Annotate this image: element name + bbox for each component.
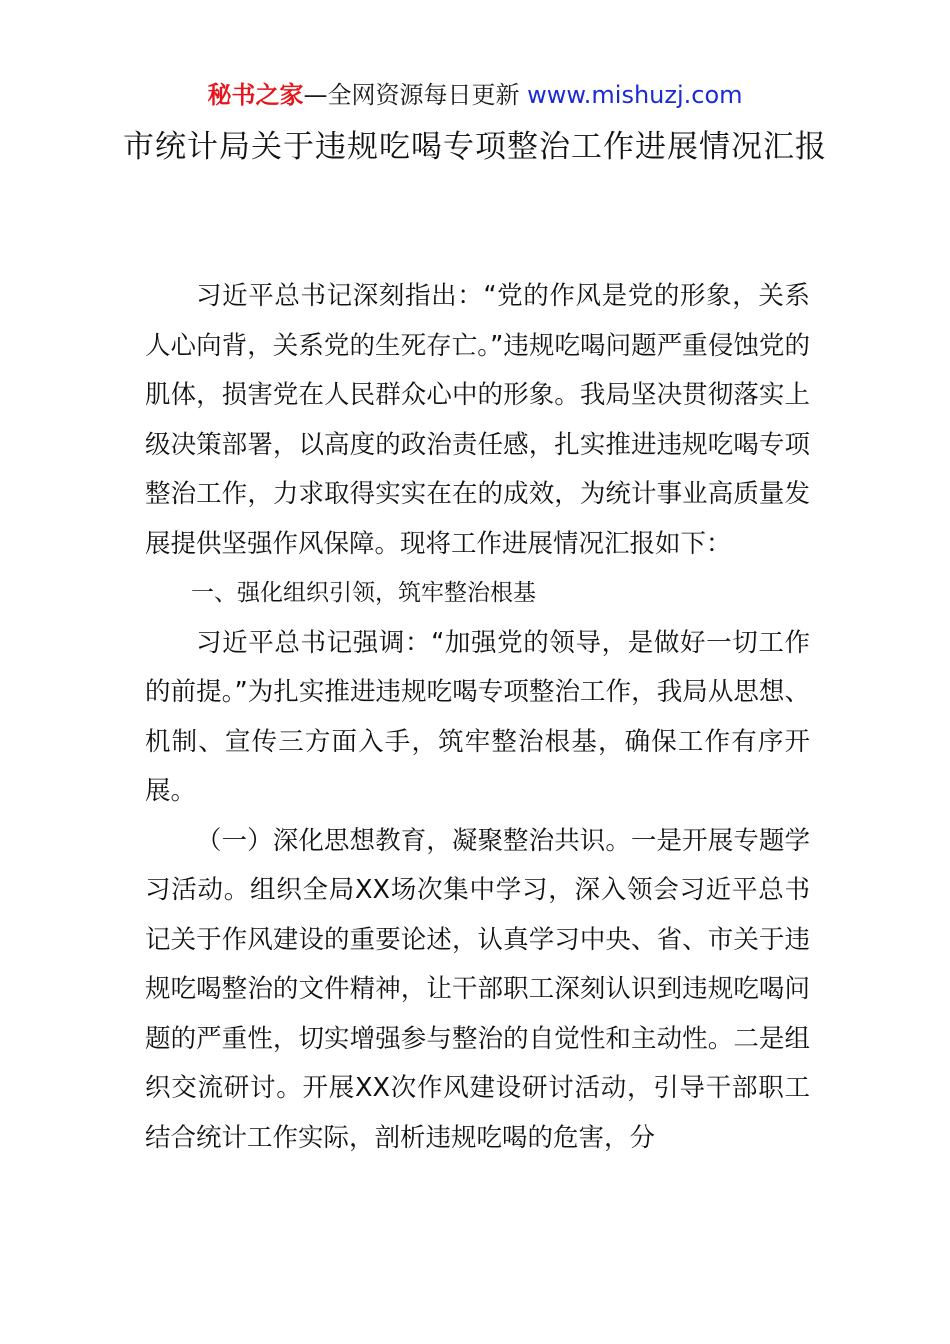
site-header	[0, 78, 950, 112]
document-body	[145, 272, 810, 1163]
paragraph-subsection-1: （一）深化思想教育，凝聚整治共识。一是开展专题学习活动。组织全局XX场次集中学习，深入领会习近平总书记关于作风建设的重要论述，认真学习中央、省、市关于违规吃喝整治的文件精神，让干部职工深刻认识到违规吃喝问题的严重性，切实增强参与整治的自觉性和主动性。二是组织交流研讨。开展XX次作风建设研讨活动，引导干部职工结合统计工作实际，剖析违规吃喝的危害，分	[145, 825, 810, 1153]
document-title: 市统计局关于违规吃喝专项整治工作进展情况汇报	[123, 129, 827, 165]
section-heading-1: 一、强化组织引领，筑牢整治根基	[191, 580, 536, 606]
brand-name: 秘书之家	[207, 81, 304, 109]
paragraph-intro: 习近平总书记深刻指出：“党的作风是党的形象，关系人心向背，关系党的生死存亡。”违规吃喝问题严重侵蚀党的肌体，损害党在人民群众心中的形象。我局坚决贯彻落实上级决策部署，以高度的政治责任感，扎实推进违规吃喝专项整治工作，力求取得实实在在的成效，为统计事业高质量发展提供坚强作风保障。现将工作进展情况汇报如下：	[145, 281, 810, 559]
site-url-link[interactable]: www.mishuzj.com	[527, 81, 743, 109]
header-tagline: —全网资源每日更新	[303, 81, 520, 109]
paragraph-section-1: 习近平总书记强调：“加强党的领导，是做好一切工作的前提。”为扎实推进违规吃喝专项整治工作，我局从思想、机制、宣传三方面入手，筑牢整治根基，确保工作有序开展。	[145, 627, 810, 806]
